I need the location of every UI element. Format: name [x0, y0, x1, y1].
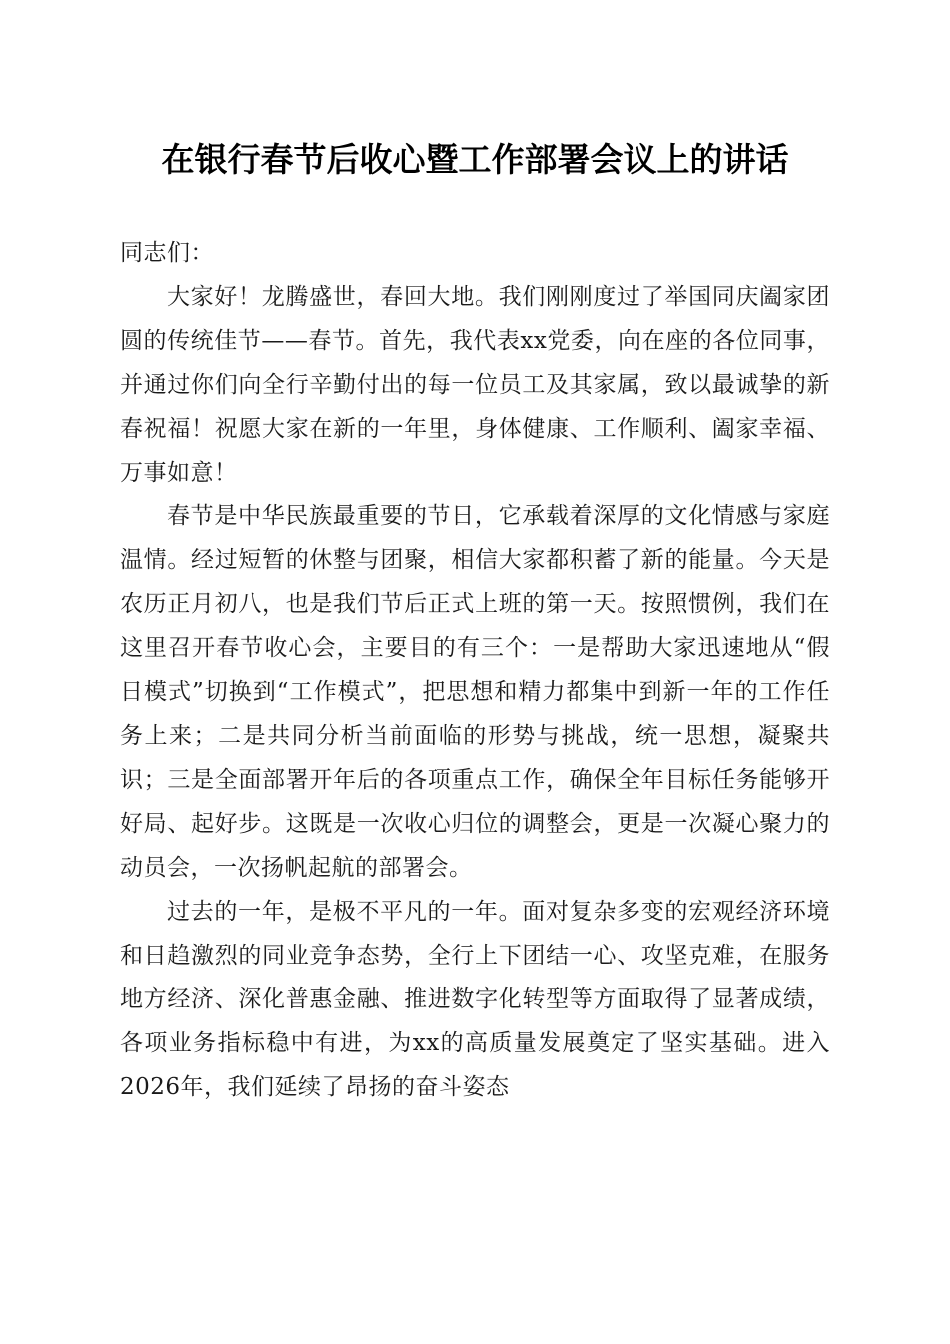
document-body	[120, 232, 830, 1110]
paragraph-meeting-purpose: 春节是中华民族最重要的节日，它承载着深厚的文化情感与家庭温情。经过短暂的休整与团聚，相信大家都积蓄了新的能量。今天是农历正月初八，也是我们节后正式上班的第一天。按照惯例，我们在这里召开春节收心会，主要目的有三个：一是帮助大家迅速地从“假日模式”切换到“工作模式”，把思想和精力都集中到新一年的工作任务上来；二是共同分析当前面临的形势与挑战，统一思想，凝聚共识；三是全面部署开年后的各项重点工作，确保全年目标任务能够开好局、起好步。这既是一次收心归位的调整会，更是一次凝心聚力的动员会，一次扬帆起航的部署会。	[120, 503, 830, 881]
paragraph-review: 过去的一年，是极不平凡的一年。面对复杂多变的宏观经济环境和日趋激烈的同业竞争态势，全行上下团结一心、攻坚克难，在服务地方经济、深化普惠金融、推进数字化转型等方面取得了显著成绩，各项业务指标稳中有进，为xx的高质量发展奠定了坚实基础。进入2026年，我们延续了昂扬的奋斗姿态	[120, 898, 830, 1101]
document-title: 在银行春节后收心暨工作部署会议上的讲话	[161, 140, 789, 179]
salutation: 同志们：	[120, 240, 214, 266]
paragraph-greeting: 大家好！龙腾盛世，春回大地。我们刚刚度过了举国同庆阖家团圆的传统佳节——春节。首先，我代表xx党委，向在座的各位同事，并通过你们向全行辛勤付出的每一位员工及其家属，致以最诚挚的新春祝福！祝愿大家在新的一年里，身体健康、工作顺利、阖家幸福、万事如意！	[120, 283, 830, 486]
